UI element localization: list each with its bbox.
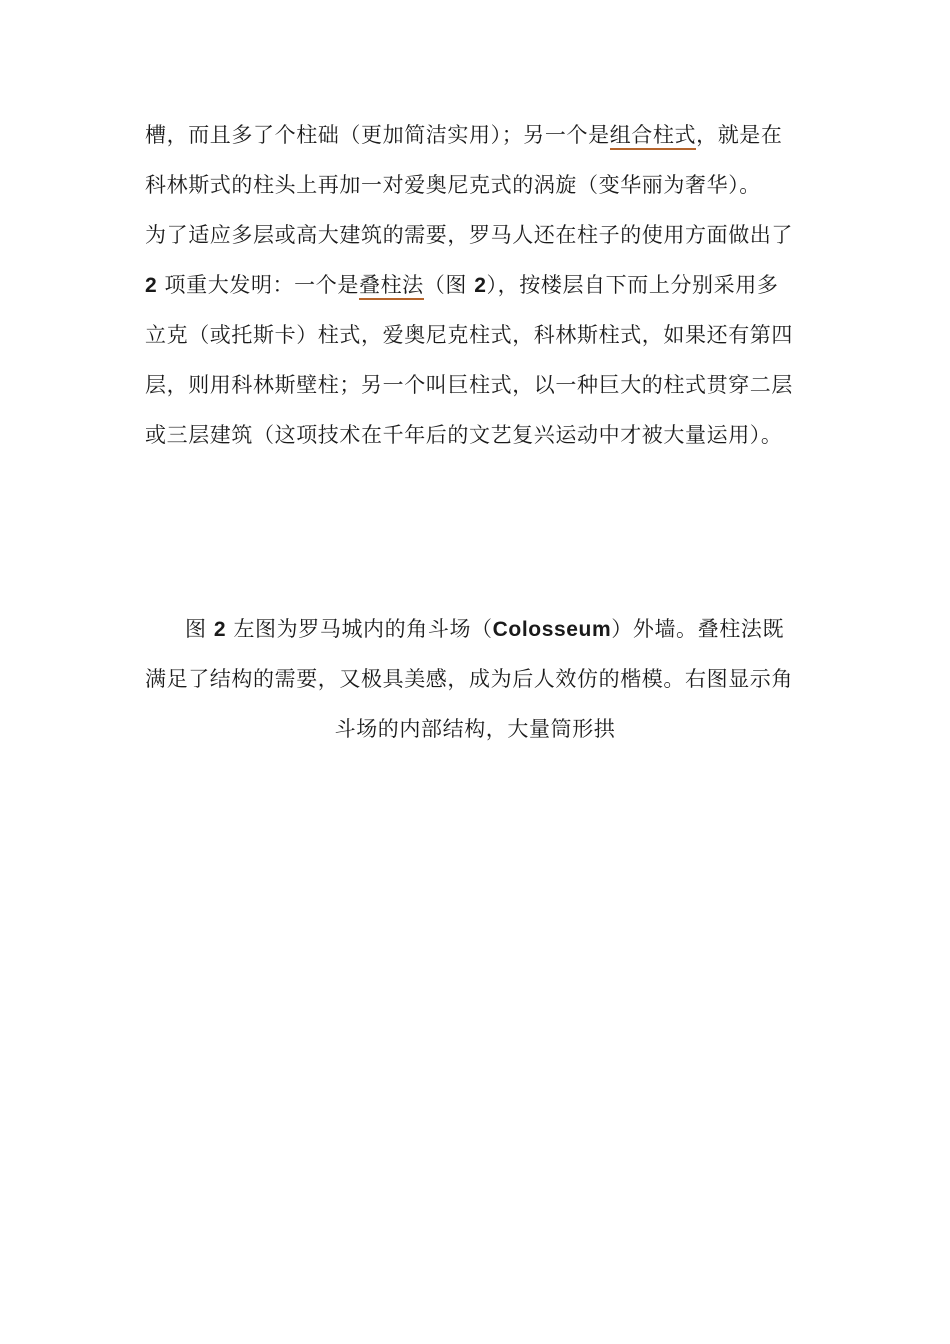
body-line-5: 立克（或托斯卡）柱式，爱奥尼克柱式，科林斯柱式，如果还有第四 [145,323,793,347]
number-two: 2 [145,274,158,297]
caption-figure-number: 2 [213,618,227,641]
caption-text-a: 左图为罗马城内的角斗场（ [226,617,493,641]
body-line-4-text-a: 项重大发明：一个是 [157,273,359,297]
body-line-1-text-b: ，就是在 [696,123,783,147]
caption-label: 图 [185,617,214,641]
body-line-1-text-a: 槽，而且多了个柱础（更加简洁实用）；另一个是 [145,123,610,147]
term-composite-order: 组合柱式 [610,123,696,150]
colosseum-name: Colosseum [492,618,612,641]
body-line-2: 科林斯式的柱头上再加一对爱奥尼克式的涡旋（变华丽为奢华）。 [145,173,761,197]
caption-line-2: 满足了结构的需要，又极具美感，成为后人效仿的楷模。右图显示角 [145,667,793,691]
body-line-7: 或三层建筑（这项技术在千年后的文艺复兴运动中才被大量运用）。 [145,423,783,447]
term-superimposed-orders: 叠柱法 [359,273,424,300]
body-line-6: 层，则用科林斯壁柱；另一个叫巨柱式，以一种巨大的柱式贯穿二层 [145,373,793,397]
caption-text-b: ）外墙。叠柱法既 [611,617,785,641]
body-line-4 [145,270,810,301]
caption-line-3: 斗场的内部结构，大量筒形拱 [334,717,616,741]
figure-ref-number: 2 [474,274,487,297]
body-line-4-text-b: （图 [423,273,475,297]
body-line-4-text-c: ），按楼层自下而上分别采用多 [486,273,779,297]
caption-line-1 [185,614,850,645]
body-line-1 [145,120,810,150]
body-line-3: 为了适应多层或高大建筑的需要，罗马人还在柱子的使用方面做出了 [145,223,793,247]
